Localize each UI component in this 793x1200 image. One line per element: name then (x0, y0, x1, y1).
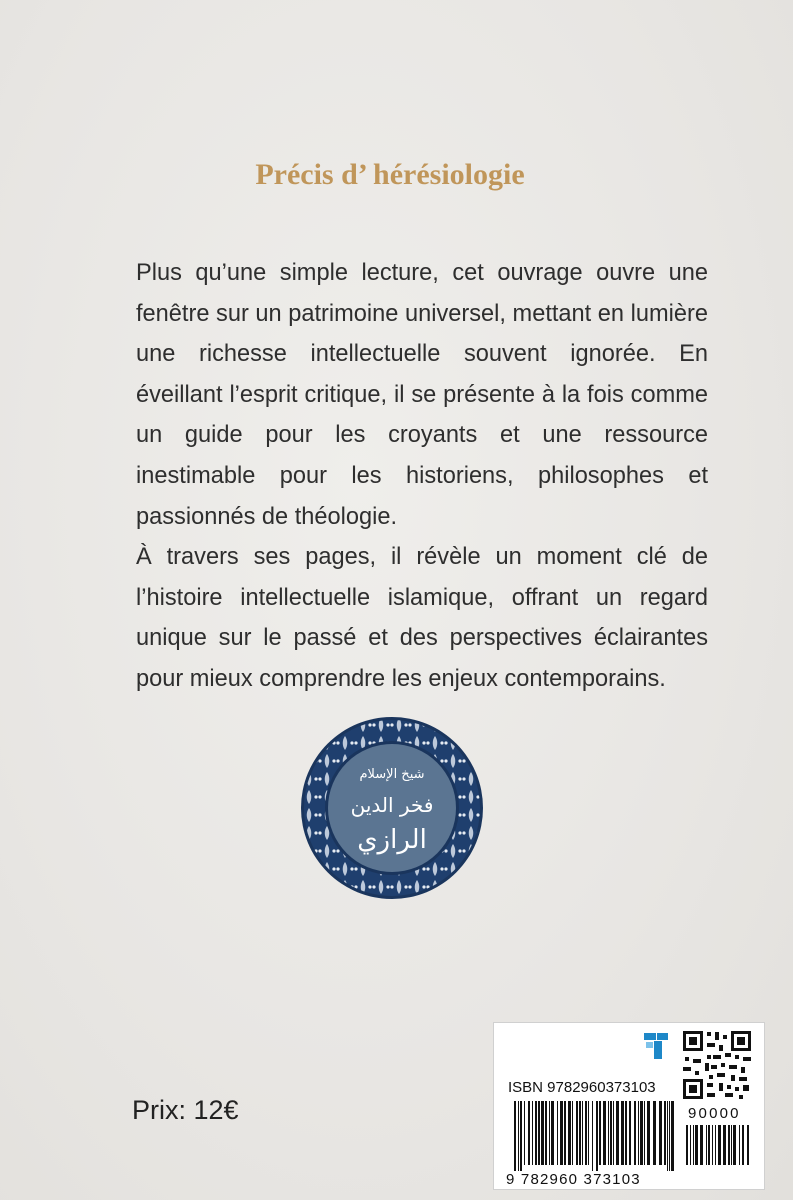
barcode-bar (616, 1101, 619, 1165)
barcode-bar (700, 1125, 703, 1165)
barcode-bar (695, 1125, 698, 1165)
barcode-bar (608, 1101, 609, 1165)
barcode-bar (535, 1101, 537, 1165)
barcode-bar (664, 1101, 666, 1165)
barcode-bar (592, 1101, 593, 1171)
barcode-digits: 9 782960 373103 (506, 1171, 641, 1188)
barcode-bar (728, 1125, 730, 1165)
barcode-bar (603, 1101, 606, 1165)
barcode-bar (551, 1101, 554, 1165)
barcode-bar (541, 1101, 544, 1165)
barcode-bar (715, 1125, 716, 1165)
barcode-bar (585, 1101, 587, 1165)
barcode-bar (686, 1125, 688, 1165)
barcode-bar (739, 1125, 740, 1165)
barcode-bar (708, 1125, 710, 1165)
isbn-barcode-box (493, 1022, 765, 1190)
barcode-bar (568, 1101, 571, 1165)
seal-text-line-3: الرازي (357, 825, 427, 855)
barcode-bar (549, 1101, 550, 1165)
book-title: Précis d’ hérésiologie (255, 158, 525, 191)
barcode-bar (518, 1101, 519, 1171)
barcode-bar (671, 1101, 674, 1171)
qr-code-icon (681, 1029, 753, 1101)
seal-text-line-1: شيخ الإسلام (359, 767, 425, 782)
barcode-bar (712, 1125, 713, 1165)
barcode-bar (610, 1101, 612, 1165)
barcode-bar (576, 1101, 578, 1165)
publisher-logo-icon (642, 1031, 670, 1061)
barcode-bar (557, 1101, 558, 1165)
barcode-bar (579, 1101, 581, 1165)
razi-seal-emblem (300, 716, 484, 900)
barcode-bar (640, 1101, 643, 1165)
barcode-bar (629, 1101, 631, 1165)
barcode-bar (564, 1101, 566, 1165)
barcode-bar (733, 1125, 736, 1165)
barcode-bar (653, 1101, 656, 1165)
barcode-bar (621, 1101, 624, 1165)
barcode-bar (582, 1101, 583, 1165)
barcode-bar (596, 1101, 598, 1171)
barcode-bar (723, 1125, 726, 1165)
blurb (136, 253, 708, 700)
barcode-bar (528, 1101, 530, 1165)
barcode-bar (634, 1101, 636, 1165)
barcode-bar (613, 1101, 614, 1165)
isbn-label: ISBN 9782960373103 (508, 1079, 656, 1096)
barcode-bar (599, 1101, 601, 1165)
barcode-bar (669, 1101, 670, 1171)
barcode-bar (638, 1101, 639, 1165)
barcode-bar (647, 1101, 650, 1165)
barcode-bar (659, 1101, 662, 1165)
barcode-bar (625, 1101, 627, 1165)
blurb-paragraph-1: Plus qu’une simple lecture, cet ouvrage ouvre une fenêtre sur un patrimoine universel, mettant en lumière une richesse intellectuelle souvent ignorée. En éveillant l’esprit critique, il se présente à la fois comme un guide pour les croyants et une ressource inestimable pour les historiens, philosophes et passionnés de théologie. (136, 260, 708, 530)
barcode-bar (588, 1101, 589, 1165)
barcode-bar (572, 1101, 573, 1165)
ean-barcode (514, 1101, 674, 1171)
barcode-bar (690, 1125, 691, 1165)
barcode-bar (718, 1125, 721, 1165)
barcode-bar (706, 1125, 707, 1165)
barcode-bar (532, 1101, 533, 1165)
barcode-bar (545, 1101, 547, 1165)
price-label: Prix: 12€ (132, 1095, 239, 1125)
barcode-bar (538, 1101, 540, 1165)
addon-barcode (686, 1125, 752, 1171)
barcode-bar (693, 1125, 694, 1165)
barcode-bar (742, 1125, 744, 1165)
barcode-bar (514, 1101, 516, 1171)
barcode-bar (667, 1101, 668, 1171)
barcode-bar (747, 1125, 749, 1165)
blurb-paragraph-2: À travers ses pages, il révèle un moment clé de l’histoire intellectuelle islamique, offrant un regard unique sur le passé et des perspectives éclairantes pour mieux comprendre les enjeux contemporains. (136, 544, 708, 692)
barcode-bar (520, 1101, 522, 1171)
barcode-addon-digits: 90000 (688, 1105, 741, 1122)
seal-text-line-2: فخر الدين (350, 793, 434, 817)
barcode-bar (731, 1125, 732, 1165)
barcode-bar (524, 1101, 525, 1165)
barcode-bar (560, 1101, 563, 1165)
barcode-bar (644, 1101, 645, 1165)
